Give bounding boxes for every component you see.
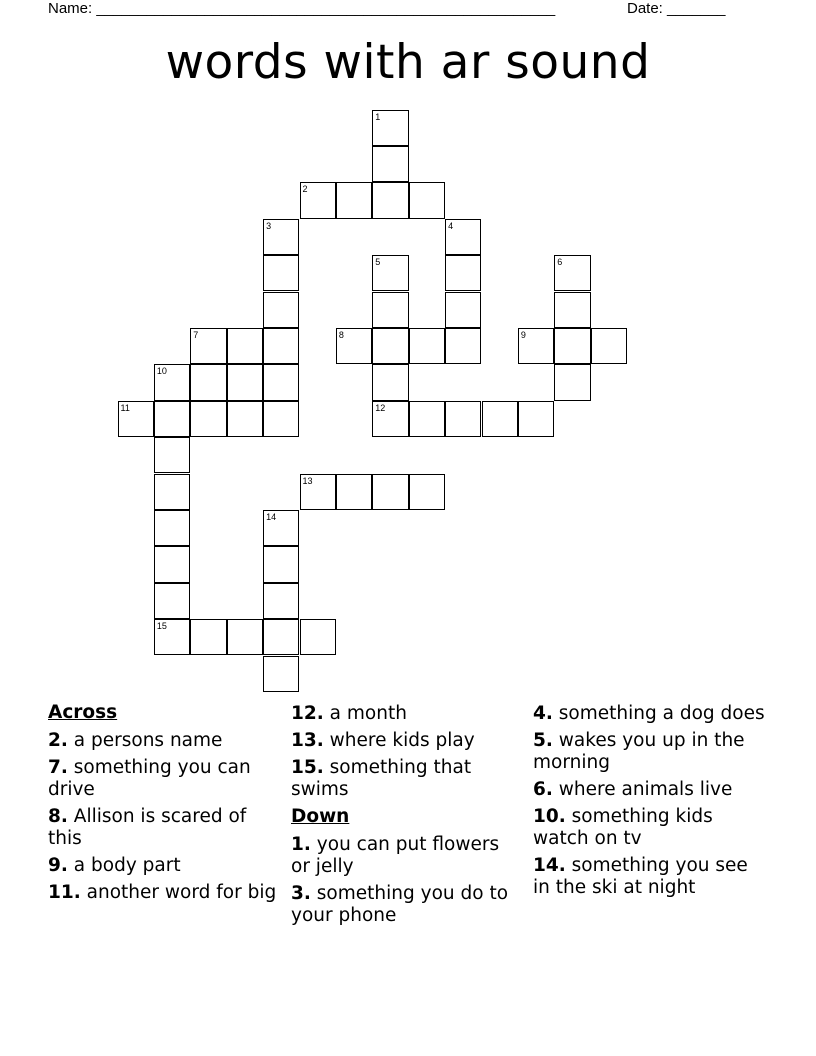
page-title: words with ar sound <box>165 35 651 90</box>
grid-cell[interactable] <box>154 474 190 510</box>
cell-number: 2 <box>302 184 308 195</box>
cell-number: 13 <box>302 475 313 486</box>
cell-number: 14 <box>266 511 277 522</box>
grid-cell[interactable] <box>154 401 190 437</box>
clue-down-14: 14. something you see in the ski at night <box>533 855 748 898</box>
grid-cell[interactable] <box>263 364 299 400</box>
name-field: Name: _______________________________________________________ <box>48 0 556 17</box>
clues-column-3 <box>533 703 765 904</box>
grid-cell[interactable] <box>154 364 190 400</box>
grid-cell[interactable] <box>227 328 263 364</box>
clues-column-2 <box>291 703 523 932</box>
clue-down-4: 4. something a dog does <box>533 703 765 724</box>
grid-cell[interactable] <box>190 401 226 437</box>
clue-across-13: 13. where kids play <box>291 730 475 751</box>
grid-cell[interactable] <box>409 401 445 437</box>
cell-number: 3 <box>266 220 272 231</box>
clue-across-8: 8. Allison is scared of this <box>48 806 247 849</box>
grid-cell[interactable] <box>263 328 299 364</box>
grid-cell[interactable] <box>118 401 154 437</box>
grid-cell[interactable] <box>227 619 263 655</box>
grid-cell[interactable] <box>154 437 190 473</box>
grid-cell[interactable] <box>154 619 190 655</box>
cell-number: 5 <box>375 257 381 268</box>
date-field: Date: _______ <box>627 0 726 17</box>
clue-down-5: 5. wakes you up in the morning <box>533 730 745 773</box>
grid-cell[interactable] <box>409 328 445 364</box>
grid-cell[interactable] <box>263 583 299 619</box>
clues-column-1 <box>48 702 280 909</box>
grid-cell[interactable] <box>372 146 408 182</box>
grid-cell[interactable] <box>263 619 299 655</box>
clue-down-10: 10. something kids watch on tv <box>533 806 713 849</box>
grid-cell[interactable] <box>409 182 445 218</box>
cell-number: 6 <box>557 257 563 268</box>
grid-cell[interactable] <box>372 182 408 218</box>
grid-cell[interactable] <box>591 328 627 364</box>
grid-cell[interactable] <box>190 619 226 655</box>
grid-cell[interactable] <box>190 328 226 364</box>
grid-cell[interactable] <box>445 292 481 328</box>
grid-cell[interactable] <box>518 328 554 364</box>
clue-across-2: 2. a persons name <box>48 730 223 751</box>
cell-number: 10 <box>156 366 167 377</box>
grid-cell[interactable] <box>372 364 408 400</box>
clue-down-3: 3. something you do to your phone <box>291 883 509 926</box>
grid-cell[interactable] <box>482 401 518 437</box>
grid-cell[interactable] <box>554 255 590 291</box>
cell-number: 15 <box>156 621 167 632</box>
grid-cell[interactable] <box>372 401 408 437</box>
clue-across-15: 15. something that swims <box>291 757 472 800</box>
grid-cell[interactable] <box>263 219 299 255</box>
grid-cell[interactable] <box>409 474 445 510</box>
grid-cell[interactable] <box>445 401 481 437</box>
grid-cell[interactable] <box>372 255 408 291</box>
grid-cell[interactable] <box>372 110 408 146</box>
grid-cell[interactable] <box>372 292 408 328</box>
grid-cell[interactable] <box>263 401 299 437</box>
clue-down-6: 6. where animals live <box>533 779 733 800</box>
grid-cell[interactable] <box>554 328 590 364</box>
grid-cell[interactable] <box>300 474 336 510</box>
cell-number: 7 <box>193 329 199 340</box>
grid-cell[interactable] <box>154 510 190 546</box>
grid-cell[interactable] <box>445 328 481 364</box>
clue-across-9: 9. a body part <box>48 855 181 876</box>
grid-cell[interactable] <box>190 364 226 400</box>
cell-number: 8 <box>338 329 344 340</box>
cell-number: 1 <box>375 111 381 122</box>
grid-cell[interactable] <box>227 364 263 400</box>
grid-cell[interactable] <box>154 583 190 619</box>
cell-number: 12 <box>375 402 386 413</box>
grid-cell[interactable] <box>263 510 299 546</box>
grid-cell[interactable] <box>336 328 372 364</box>
clue-across-7: 7. something you can drive <box>48 757 251 800</box>
grid-cell[interactable] <box>445 219 481 255</box>
grid-cell[interactable] <box>445 255 481 291</box>
grid-cell[interactable] <box>336 474 372 510</box>
grid-cell[interactable] <box>300 619 336 655</box>
grid-cell[interactable] <box>263 255 299 291</box>
grid-cell[interactable] <box>263 546 299 582</box>
grid-cell[interactable] <box>263 656 299 692</box>
grid-cell[interactable] <box>554 364 590 400</box>
across-heading: Across <box>48 702 118 723</box>
clue-down-1: 1. you can put flowers or jelly <box>291 834 500 877</box>
grid-cell[interactable] <box>154 546 190 582</box>
cell-number: 9 <box>520 329 526 340</box>
grid-cell[interactable] <box>372 474 408 510</box>
grid-cell[interactable] <box>518 401 554 437</box>
grid-cell[interactable] <box>263 292 299 328</box>
grid-cell[interactable] <box>372 328 408 364</box>
grid-cell[interactable] <box>300 182 336 218</box>
clue-across-12: 12. a month <box>291 703 407 724</box>
grid-cell[interactable] <box>336 182 372 218</box>
grid-cell[interactable] <box>227 401 263 437</box>
down-heading: Down <box>291 806 350 827</box>
clue-across-11: 11. another word for big <box>48 882 277 903</box>
grid-cell[interactable] <box>554 292 590 328</box>
cell-number: 4 <box>448 220 454 231</box>
cell-number: 11 <box>120 402 130 413</box>
